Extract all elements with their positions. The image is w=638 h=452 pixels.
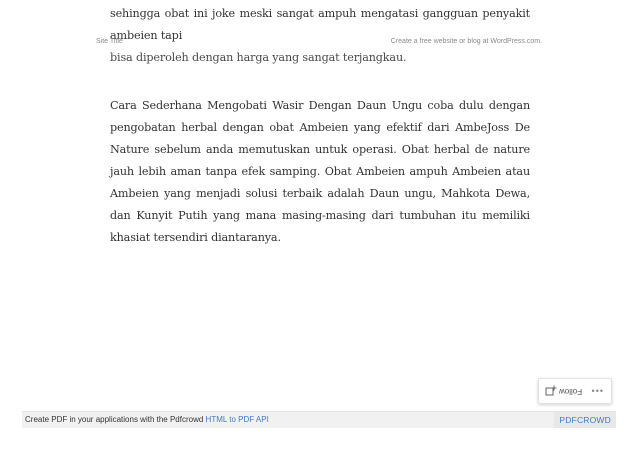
paragraph-intro-line-1: sehingga obat ini joke meski sangat ampuh mengatasi gangguan penyakit ambeien tapi [110,7,530,42]
pdfcrowd-footer [22,411,616,428]
footer-text [25,415,269,424]
paragraph-body: Cara Sederhana Mengobati Wasir Dengan Daun Ungu coba dulu dengan pengobatan herbal dengan obat Ambeien yang efektif dari AmbeJoss De Nature sebelum anda memutuskan untuk operasi. Obat herbal de nature jauh lebih aman tanpa efek samping. Obat Ambeien ampuh Ambeien atau Ambeien yang menjadi solusi terbaik adalah Daun ungu, Mahkota Dewa, dan Kunyit Putih yang mana masing-masing dari tumbuhan itu memiliki khasiat tersendiri diantaranya. [110,99,530,244]
follow-widget [538,378,612,404]
site-title-link[interactable]: Site Title [96,38,123,45]
html-to-pdf-api-link[interactable]: HTML to PDF API [205,415,269,424]
wordpress-credit-link[interactable]: Create a free website or blog at WordPress.com. [390,38,542,45]
footer-prefix: Create PDF in your applications with the Pdfcrowd [25,415,204,424]
follow-label: Follow [559,386,583,396]
paragraph-intro [110,3,530,69]
follow-button[interactable] [545,385,582,397]
follow-plus-icon [545,385,557,397]
pdfcrowd-brand-link[interactable]: PDFCROWD [554,412,616,428]
more-options-button[interactable]: ••• [591,386,604,396]
paragraph-intro-line-2: bisa diperoleh dengan harga yang sangat terjangkau. [110,51,407,64]
